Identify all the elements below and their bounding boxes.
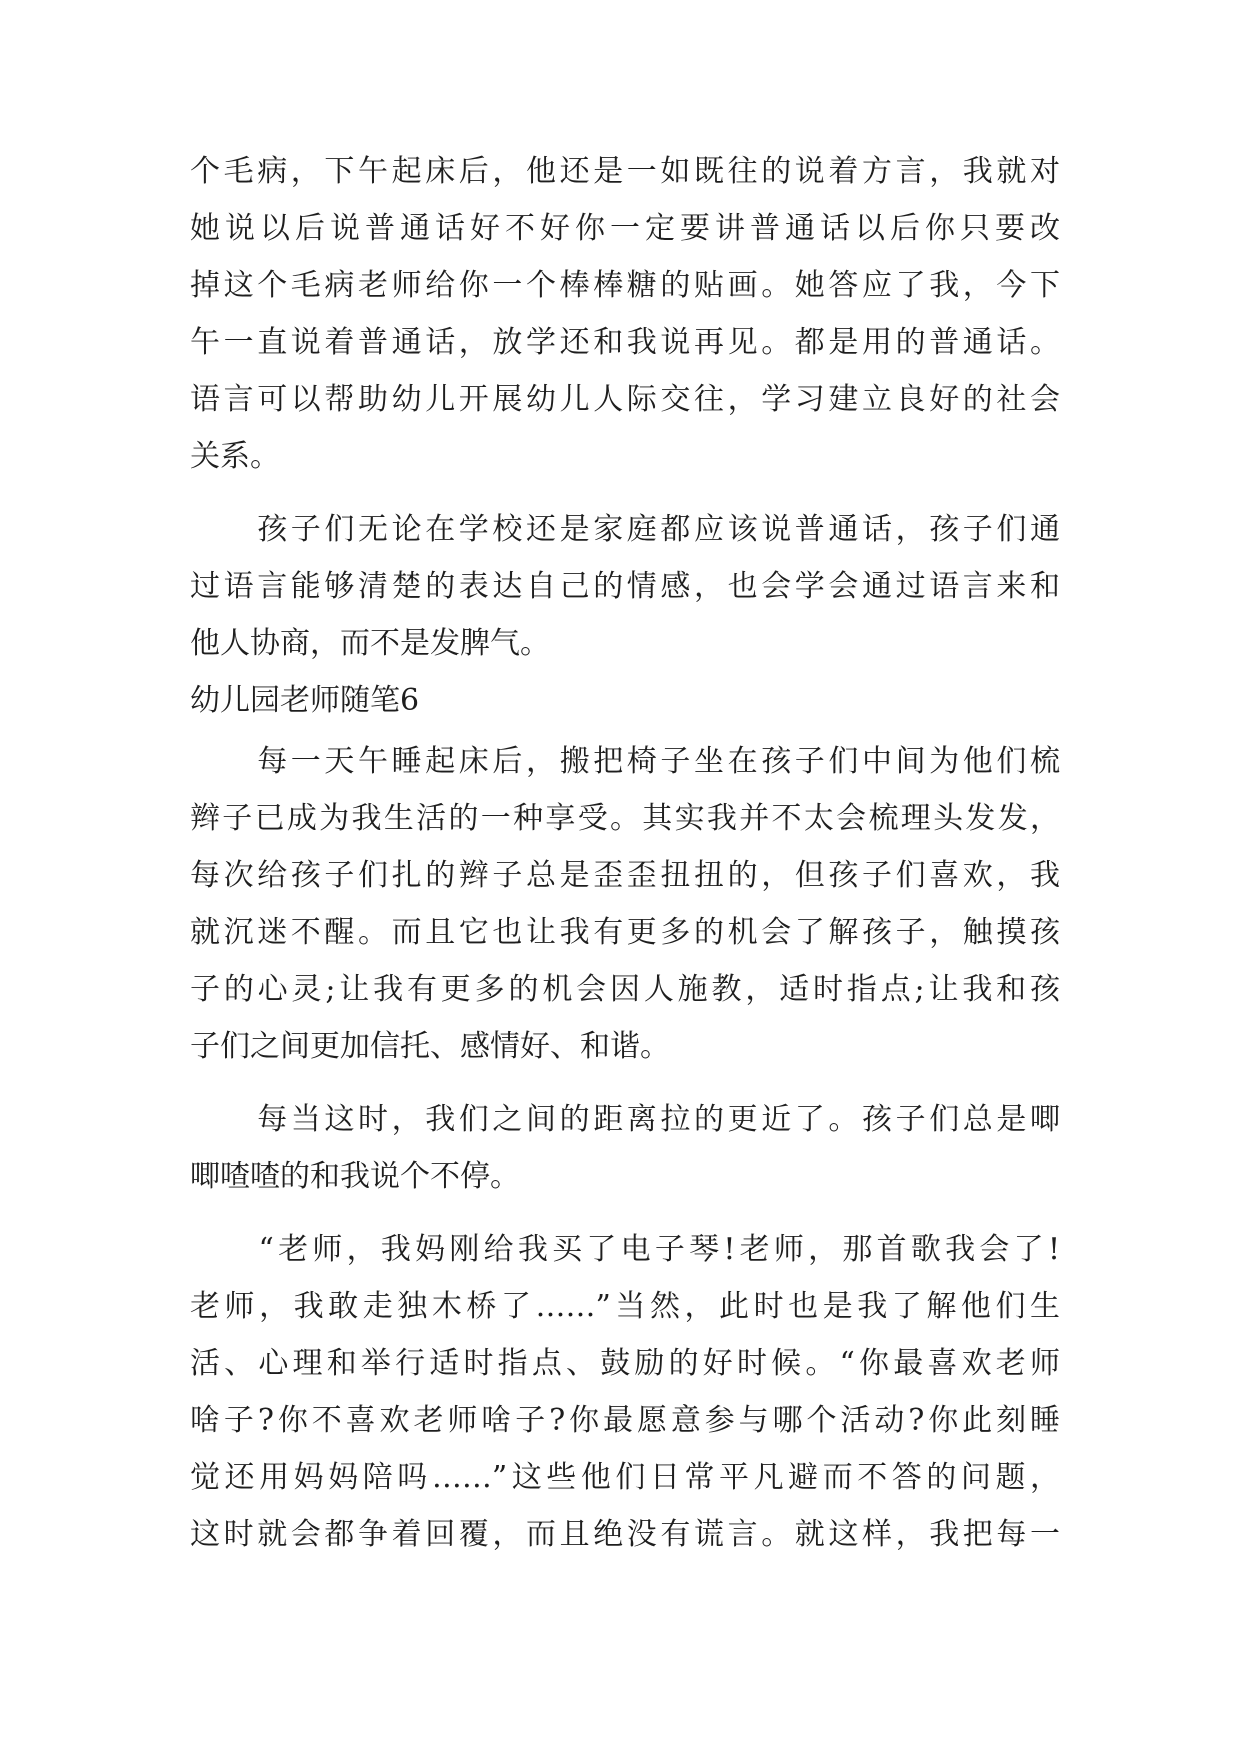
body-line: 子的心灵;让我有更多的机会因人施教，适时指点;让我和孩 <box>190 972 1060 1007</box>
body-line: 就沉迷不醒。而且它也让我有更多的机会了解孩子，触摸孩 <box>190 915 1060 950</box>
body-line: 每一天午睡起床后，搬把椅子坐在孩子们中间为他们梳 <box>190 744 1060 779</box>
body-line: 唧喳喳的和我说个不停。 <box>190 1159 520 1194</box>
body-line: 老师，我敢走独木桥了……”当然，此时也是我了解他们生 <box>190 1289 1060 1324</box>
body-line: 啥子?你不喜欢老师啥子?你最愿意参与哪个活动?你此刻睡 <box>190 1403 1060 1438</box>
body-line: 子们之间更加信托、感情好、和谐。 <box>190 1029 670 1064</box>
body-line: 语言可以帮助幼儿开展幼儿人际交往，学习建立良好的社会 <box>190 382 1060 417</box>
body-line: 每当这时，我们之间的距离拉的更近了。孩子们总是唧 <box>190 1102 1060 1137</box>
body-line: 过语言能够清楚的表达自己的情感，也会学会通过语言来和 <box>190 569 1060 604</box>
body-line: 午一直说着普通话，放学还和我说再见。都是用的普通话。 <box>190 325 1060 360</box>
body-line: 她说以后说普通话好不好你一定要讲普通话以后你只要改 <box>190 211 1060 246</box>
body-line: 他人协商，而不是发脾气。 <box>190 626 550 661</box>
body-line: 掉这个毛病老师给你一个棒棒糖的贴画。她答应了我，今下 <box>190 268 1060 303</box>
body-line: 关系。 <box>190 439 280 474</box>
section-heading: 幼儿园老师随笔6 <box>190 683 420 718</box>
body-line: 觉还用妈妈陪吗……”这些他们日常平凡避而不答的问题， <box>190 1460 1060 1495</box>
body-line: 活、心理和举行适时指点、鼓励的好时候。“你最喜欢老师 <box>190 1346 1060 1381</box>
body-line: 孩子们无论在学校还是家庭都应该说普通话，孩子们通 <box>190 512 1060 547</box>
body-line: 这时就会都争着回覆，而且绝没有谎言。就这样，我把每一 <box>190 1517 1060 1552</box>
body-line: “老师，我妈刚给我买了电子琴!老师，那首歌我会了! <box>190 1232 1060 1267</box>
body-line: 辫子已成为我生活的一种享受。其实我并不太会梳理头发发， <box>190 801 1060 836</box>
body-line: 每次给孩子们扎的辫子总是歪歪扭扭的，但孩子们喜欢，我 <box>190 858 1060 893</box>
body-line: 个毛病，下午起床后，他还是一如既往的说着方言，我就对 <box>190 154 1060 189</box>
